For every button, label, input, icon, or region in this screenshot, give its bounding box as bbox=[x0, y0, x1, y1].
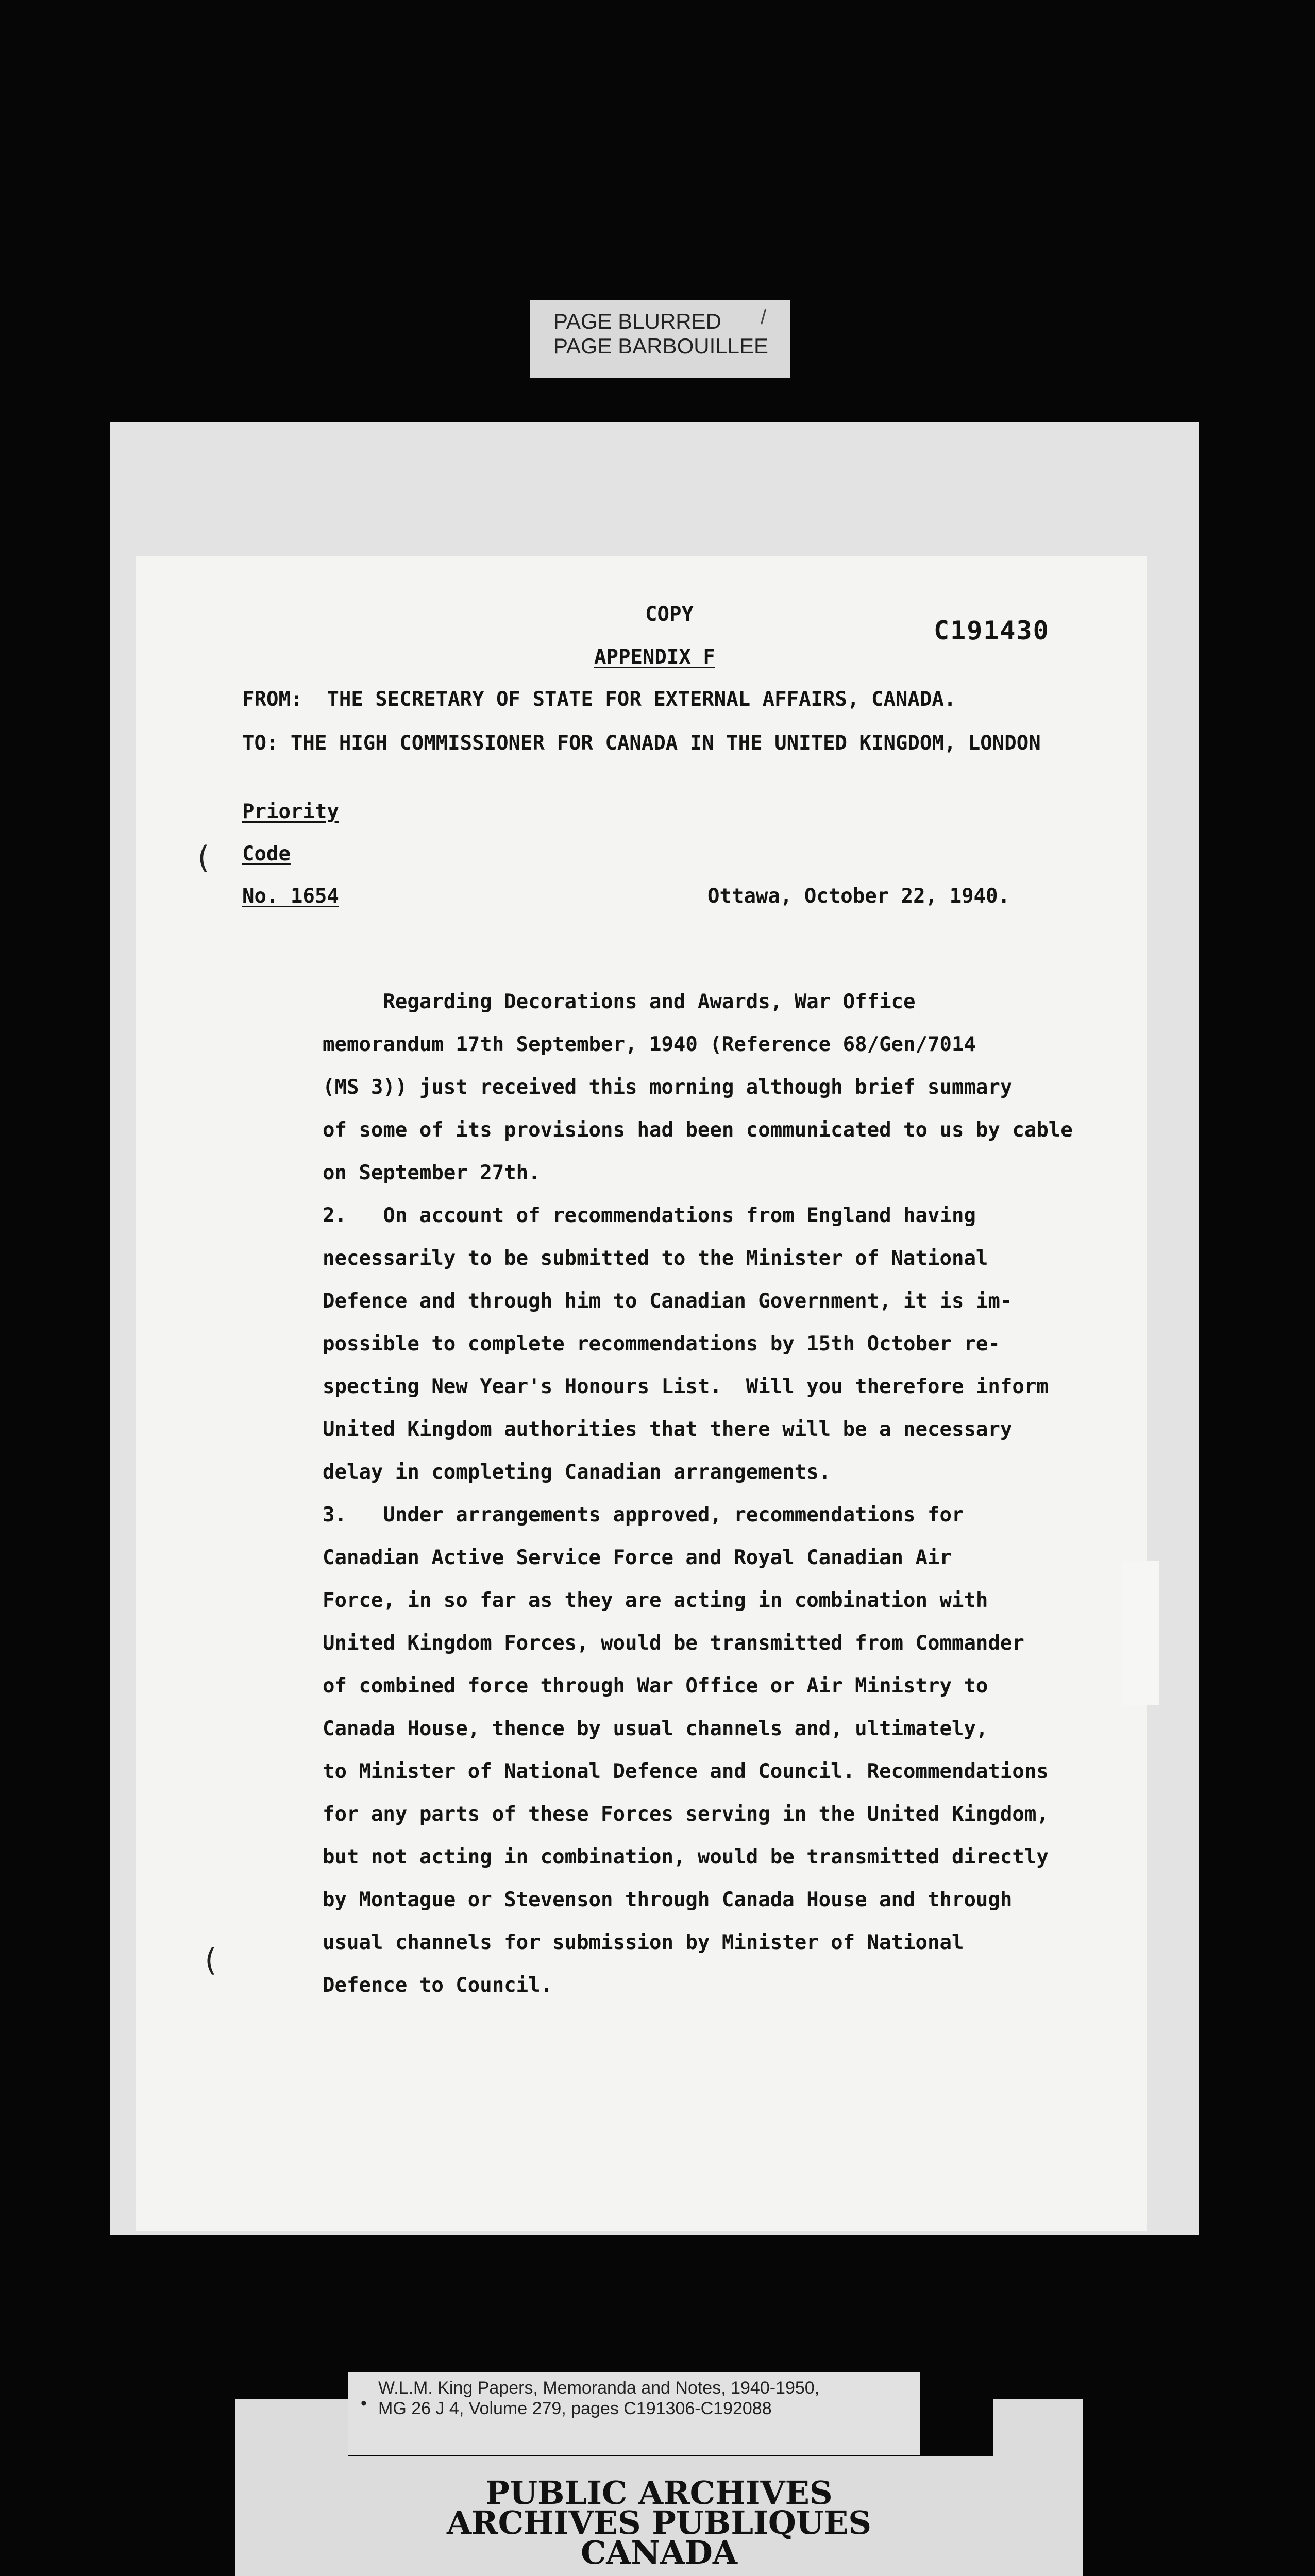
body-line: (MS 3)) just received this morning although brief summary bbox=[323, 1076, 1013, 1099]
body-line: for any parts of these Forces serving in the United Kingdom, bbox=[323, 1803, 1049, 1826]
body-line: United Kingdom authorities that there will be a necessary bbox=[323, 1418, 1013, 1441]
stamp-line-3: CANADA bbox=[580, 2534, 738, 2571]
citation-label bbox=[348, 2372, 920, 2455]
reference-number: C191430 bbox=[934, 616, 1050, 646]
message-number: No. 1654 bbox=[242, 885, 339, 908]
body-line: but not acting in combination, would be transmitted directly bbox=[323, 1845, 1049, 1869]
margin-hole-mark-2: ( bbox=[201, 1942, 220, 1978]
citation-bullet: • bbox=[361, 2394, 367, 2413]
body-line: necessarily to be submitted to the Minister of National bbox=[323, 1247, 988, 1270]
body-line: 2. On account of recommendations from England having bbox=[323, 1204, 976, 1227]
place-date: Ottawa, October 22, 1940. bbox=[707, 885, 1010, 908]
slip-line-2: PAGE BARBOUILLEE bbox=[553, 334, 769, 358]
slip-mark: / bbox=[761, 306, 767, 329]
priority-label: Priority bbox=[242, 800, 339, 823]
body-line: to Minister of National Defence and Council. Recommendations bbox=[323, 1760, 1049, 1783]
appendix-heading: APPENDIX F bbox=[594, 646, 715, 669]
body-line: 3. Under arrangements approved, recommendations for bbox=[323, 1503, 964, 1527]
code-label: Code bbox=[242, 842, 291, 866]
margin-hole-mark-1: ( bbox=[194, 840, 213, 876]
body-line: Canadian Active Service Force and Royal Canadian Air bbox=[323, 1546, 952, 1569]
citation-line-1: W.L.M. King Papers, Memoranda and Notes, 1940-1950, bbox=[378, 2378, 820, 2398]
body-line: memorandum 17th September, 1940 (Reference 68/Gen/7014 bbox=[323, 1033, 976, 1056]
stamp-line-1: PUBLIC ARCHIVES bbox=[485, 2474, 833, 2512]
stamp-line-2: ARCHIVES PUBLIQUES bbox=[446, 2504, 872, 2541]
public-archives-stamp bbox=[235, 2474, 1083, 2571]
body-line: of combined force through War Office or Air Ministry to bbox=[323, 1674, 988, 1698]
body-line: on September 27th. bbox=[323, 1161, 541, 1184]
copy-label: COPY bbox=[645, 603, 694, 626]
body-line: of some of its provisions had been communicated to us by cable bbox=[323, 1118, 1073, 1142]
body-line: usual channels for submission by Minister of National bbox=[323, 1931, 964, 1954]
body-line: specting New Year's Honours List. Will you therefore inform bbox=[323, 1375, 1049, 1398]
body-line: possible to complete recommendations by 15th October re- bbox=[323, 1332, 1000, 1355]
to-line: TO: THE HIGH COMMISSIONER FOR CANADA IN THE UNITED KINGDOM, LONDON bbox=[242, 732, 1041, 755]
from-line: FROM: THE SECRETARY OF STATE FOR EXTERNAL AFFAIRS, CANADA. bbox=[242, 688, 956, 711]
citation-line-2: MG 26 J 4, Volume 279, pages C191306-C192088 bbox=[378, 2399, 772, 2418]
body-line: Defence and through him to Canadian Government, it is im- bbox=[323, 1290, 1013, 1313]
body-line: by Montague or Stevenson through Canada House and through bbox=[323, 1888, 1013, 1911]
paper-edge-tab bbox=[1122, 1561, 1159, 1705]
body-line: Force, in so far as they are acting in combination with bbox=[323, 1589, 988, 1612]
body-line: United Kingdom Forces, would be transmitted from Commander bbox=[323, 1632, 1024, 1655]
body-line: Canada House, thence by usual channels and, ultimately, bbox=[323, 1717, 988, 1740]
body-line: Regarding Decorations and Awards, War Office bbox=[323, 990, 916, 1013]
body-line: Defence to Council. bbox=[323, 1974, 553, 1997]
slip-line-1: PAGE BLURRED bbox=[553, 309, 721, 333]
body-line: delay in completing Canadian arrangements. bbox=[323, 1461, 831, 1484]
